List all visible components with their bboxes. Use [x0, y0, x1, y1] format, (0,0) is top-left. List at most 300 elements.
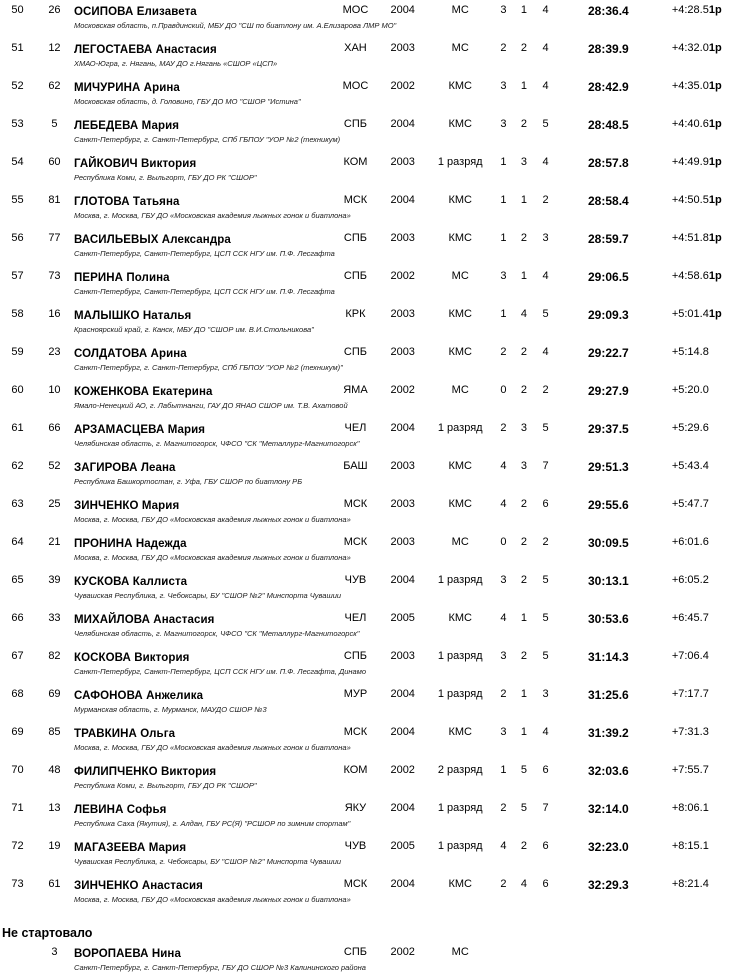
row-penalty-2: 1 — [520, 270, 527, 282]
row-place: 60 — [11, 384, 24, 396]
row-athlete-cell — [73, 384, 348, 422]
row-time-behind: +7:31.3 — [671, 726, 709, 738]
row-athlete-cell — [73, 118, 341, 156]
row-time-behind: +4:28.5 — [671, 4, 709, 16]
row-athlete-cell — [73, 194, 351, 232]
row-total-time: 28:58.4 — [588, 194, 629, 208]
row-region: МСК — [343, 194, 368, 206]
row-total-time: 31:25.6 — [588, 688, 629, 702]
row-bib: 26 — [48, 4, 61, 16]
row-athlete-cell — [74, 308, 333, 346]
row-bib: 66 — [48, 422, 61, 434]
row-region: МОС — [342, 80, 369, 92]
row-penalty-2: 2 — [520, 840, 527, 852]
row-penalty-2: 1 — [520, 80, 527, 92]
row-penalty-2: 3 — [520, 422, 527, 434]
row-bib: 21 — [48, 536, 61, 548]
row-rank-badge — [709, 422, 750, 460]
row-time-behind: +5:01.4 — [671, 308, 709, 320]
row-rank-badge — [709, 536, 750, 574]
row-place: 61 — [11, 422, 24, 434]
row-penalty-1: 2 — [500, 802, 507, 814]
row-penalty-2: 2 — [520, 346, 527, 358]
row-penalty-total: 5 — [542, 118, 549, 130]
row-time-behind: +5:20.0 — [671, 384, 709, 396]
row-rank: КМС — [448, 118, 472, 130]
row-time-behind: +8:06.1 — [671, 802, 709, 814]
row-region: ЧУВ — [344, 840, 367, 852]
row-penalty-1: 2 — [500, 688, 507, 700]
row-total-time — [557, 946, 629, 980]
row-athlete-club: Московская область, п.Правдинский, МБУ ДО "СШ по биатлону им. А.Елизарова ЛМР МО" — [73, 21, 397, 30]
row-rank: МС — [451, 536, 469, 548]
row-time-behind: +4:40.6 — [671, 118, 709, 130]
row-bib: 82 — [48, 650, 61, 662]
row-bib: 16 — [48, 308, 61, 320]
row-athlete-club: Республика Башкортостан, г. Уфа, ГБУ СШОР по биатлону РБ — [73, 477, 303, 486]
row-total-time: 28:39.9 — [588, 42, 629, 56]
table-row — [0, 726, 750, 764]
row-athlete-name: ТРАВКИНА Ольга — [73, 728, 176, 740]
row-athlete-name: ОСИПОВА Елизавета — [73, 6, 197, 18]
table-row — [0, 232, 750, 270]
row-rank: 1 разряд — [437, 802, 483, 814]
row-place: 54 — [11, 156, 24, 168]
row-penalty-total: 4 — [542, 42, 549, 54]
row-penalty-1: 0 — [500, 536, 507, 548]
row-time-behind: +5:14.8 — [671, 346, 709, 358]
row-rank: 2 разряд — [437, 764, 483, 776]
row-athlete-cell — [74, 270, 333, 308]
row-birth-year: 2004 — [390, 878, 415, 890]
row-time-behind: +8:21.4 — [671, 878, 709, 890]
row-bib: 69 — [48, 688, 61, 700]
row-athlete-club: Санкт-Петербург, г. Санкт-Петербург, СПб ГБПОУ "УОР №2 (техникум)" — [73, 363, 343, 372]
table-row — [0, 878, 750, 916]
row-penalty-2: 2 — [520, 650, 527, 662]
row-time-behind: +6:01.6 — [671, 536, 709, 548]
row-rank-badge: 1р — [708, 80, 722, 92]
row-rank: КМС — [448, 460, 472, 472]
row-athlete-cell — [73, 802, 351, 840]
row-region: ЯКУ — [344, 802, 367, 814]
row-birth-year: 2002 — [390, 946, 415, 958]
row-penalty-1: 3 — [500, 726, 507, 738]
dns-table — [0, 946, 750, 980]
row-bib: 33 — [48, 612, 61, 624]
row-rank-badge: 1р — [708, 42, 722, 54]
row-athlete-club: Чувашская Республика, г. Чебоксары, БУ "СШОР №2" Минспорта Чувашии — [73, 591, 342, 600]
row-birth-year: 2003 — [390, 232, 415, 244]
row-rank-badge: 1р — [708, 270, 722, 282]
row-region: ХАН — [344, 42, 367, 54]
row-rank-badge — [709, 946, 750, 980]
row-birth-year: 2004 — [390, 802, 415, 814]
row-penalty-2: 1 — [520, 4, 527, 16]
row-rank-badge — [709, 346, 750, 384]
row-place: 67 — [11, 650, 24, 662]
row-place: 68 — [11, 688, 24, 700]
row-athlete-club: ХМАО-Югра, г. Нягань, МАУ ДО г.Нягань «СШОР «ЦСП» — [73, 59, 278, 68]
row-penalty-2: 1 — [520, 688, 527, 700]
row-rank: МС — [451, 270, 469, 282]
row-birth-year: 2005 — [390, 612, 415, 624]
row-place: 57 — [11, 270, 24, 282]
row-athlete-name: КУСКОВА Каллиста — [73, 576, 188, 588]
table-row — [0, 194, 750, 232]
row-rank-badge — [709, 574, 750, 612]
row-bib: 23 — [48, 346, 61, 358]
row-bib: 60 — [48, 156, 61, 168]
row-place: 62 — [11, 460, 24, 472]
row-bib: 19 — [48, 840, 61, 852]
row-total-time: 28:36.4 — [588, 4, 629, 18]
row-rank: КМС — [448, 612, 472, 624]
row-rank: КМС — [448, 232, 472, 244]
row-place: 50 — [11, 4, 24, 16]
row-penalty-2: 2 — [520, 42, 527, 54]
row-penalty-1: 4 — [500, 840, 507, 852]
row-bib: 81 — [48, 194, 61, 206]
row-rank-badge — [709, 764, 750, 802]
row-penalty-total: 5 — [542, 574, 549, 586]
row-rank-badge — [709, 726, 750, 764]
row-region: МУР — [343, 688, 368, 700]
row-time-behind: +5:43.4 — [671, 460, 709, 472]
row-penalty-total: 6 — [542, 764, 549, 776]
row-time-behind: +6:05.2 — [671, 574, 709, 586]
row-total-time: 29:09.3 — [588, 308, 629, 322]
row-rank-badge — [709, 878, 750, 916]
row-athlete-club: Москва, г. Москва, ГБУ ДО «Московская академия лыжных гонок и биатлона» — [73, 895, 351, 904]
row-athlete-cell — [74, 80, 333, 118]
row-place: 53 — [11, 118, 24, 130]
row-athlete-name: ЛЕВИНА Софья — [73, 804, 167, 816]
row-penalty-total: 4 — [542, 726, 549, 738]
row-penalty-total: 6 — [542, 840, 549, 852]
row-rank: МС — [451, 946, 469, 958]
row-athlete-club: Ямало-Ненецкий АО, г. Лабытнанги, ГАУ ДО ЯНАО СШОР им. Т.В. Ахатовой — [73, 401, 348, 410]
row-total-time: 32:14.0 — [588, 802, 629, 816]
row-birth-year: 2003 — [390, 650, 415, 662]
table-row — [0, 802, 750, 840]
row-total-time: 32:03.6 — [588, 764, 629, 778]
row-birth-year: 2003 — [390, 308, 415, 320]
row-region: СПБ — [343, 232, 367, 244]
row-total-time: 29:51.3 — [588, 460, 629, 474]
row-birth-year: 2002 — [390, 270, 415, 282]
row-place: 69 — [11, 726, 24, 738]
row-bib: 48 — [48, 764, 61, 776]
row-region: КРК — [345, 308, 366, 320]
row-time-behind: +5:47.7 — [671, 498, 709, 510]
row-athlete-name: САФОНОВА Анжелика — [73, 690, 204, 702]
row-region: СПБ — [343, 270, 367, 282]
row-athlete-cell — [73, 346, 343, 384]
row-penalty-2: 2 — [520, 384, 527, 396]
row-rank: КМС — [448, 308, 472, 320]
dns-table-body — [0, 946, 750, 980]
row-athlete-name: ВАСИЛЬЕВЫХ Александра — [73, 234, 231, 246]
row-rank-badge — [709, 384, 750, 422]
row-total-time: 31:39.2 — [588, 726, 629, 740]
row-penalty-total: 3 — [542, 232, 549, 244]
row-athlete-club: Санкт-Петербург, Санкт-Петербург, ЦСП ССК НГУ им. П.Ф. Лесгафта — [73, 287, 335, 296]
row-region: БАШ — [343, 460, 368, 472]
row-place: 66 — [11, 612, 24, 624]
row-athlete-club: Москва, г. Москва, ГБУ ДО «Московская академия лыжных гонок и биатлона» — [73, 211, 351, 220]
row-athlete-name: ГЛОТОВА Татьяна — [73, 196, 180, 208]
row-athlete-cell — [74, 460, 333, 498]
row-penalty-total — [534, 946, 557, 980]
row-athlete-name: ФИЛИПЧЕНКО Виктория — [73, 766, 217, 778]
row-birth-year: 2004 — [390, 574, 415, 586]
row-penalty-total: 5 — [542, 308, 549, 320]
row-athlete-name: МИХАЙЛОВА Анастасия — [73, 614, 215, 626]
row-total-time: 30:13.1 — [588, 574, 629, 588]
row-total-time: 30:09.5 — [588, 536, 629, 550]
results-table-body — [0, 4, 750, 916]
row-athlete-cell — [73, 422, 360, 460]
row-athlete-name: ЛЕГОСТАЕВА Анастасия — [73, 44, 217, 56]
row-athlete-club: Санкт-Петербург, г. Санкт-Петербург, СПб ГБПОУ "УОР №2 (техникум) — [73, 135, 341, 144]
row-region: ЧУВ — [344, 574, 367, 586]
table-row — [0, 498, 750, 536]
row-penalty-1: 3 — [500, 270, 507, 282]
row-region: СПБ — [343, 346, 367, 358]
row-region: МСК — [343, 498, 368, 510]
row-total-time: 32:23.0 — [588, 840, 629, 854]
row-penalty-1: 3 — [500, 80, 507, 92]
row-penalty-2 — [514, 946, 535, 980]
row-penalty-1 — [493, 946, 514, 980]
row-bib: 12 — [48, 42, 61, 54]
row-penalty-2: 1 — [520, 612, 527, 624]
row-penalty-1: 1 — [500, 308, 507, 320]
row-bib: 62 — [48, 80, 61, 92]
row-total-time: 32:29.3 — [588, 878, 629, 892]
row-athlete-club: Санкт-Петербург, Санкт-Петербург, ЦСП ССК НГУ им. П.Ф. Лесгафта, Динамо — [73, 667, 367, 676]
row-penalty-1: 4 — [500, 498, 507, 510]
row-time-behind: +7:55.7 — [671, 764, 709, 776]
row-athlete-cell — [74, 764, 333, 802]
results-table — [0, 4, 750, 916]
row-athlete-name: ВОРОПАЕВА Нина — [73, 948, 181, 960]
row-athlete-cell — [73, 840, 342, 878]
row-region: СПБ — [343, 650, 367, 662]
row-region: ЯМА — [343, 384, 368, 396]
row-region: СПБ — [343, 118, 367, 130]
row-bib: 13 — [48, 802, 61, 814]
row-bib: 10 — [48, 384, 61, 396]
row-penalty-1: 2 — [500, 346, 507, 358]
table-row — [0, 118, 750, 156]
row-region: МОС — [342, 4, 369, 16]
row-athlete-club: Республика Саха (Якутия), г. Алдан, ГБУ РС(Я) "РСШОР по зимним спортам" — [73, 819, 351, 828]
row-rank: 1 разряд — [437, 156, 483, 168]
row-total-time: 30:53.6 — [588, 612, 629, 626]
row-rank: МС — [451, 42, 469, 54]
row-penalty-1: 2 — [500, 42, 507, 54]
row-region: КОМ — [343, 156, 368, 168]
table-row — [0, 688, 750, 726]
row-athlete-name: МАЛЫШКО Наталья — [73, 310, 192, 322]
table-row — [0, 80, 750, 118]
row-athlete-cell — [73, 878, 351, 916]
row-penalty-2: 2 — [520, 574, 527, 586]
row-athlete-cell — [73, 498, 351, 536]
row-place: 55 — [11, 194, 24, 206]
row-time-behind: +8:15.1 — [671, 840, 709, 852]
row-region: ЧЕЛ — [344, 422, 367, 434]
row-athlete-club: Мурманская область, г. Мурманск, МАУДО СШОР №3 — [73, 705, 267, 714]
row-penalty-total: 2 — [542, 536, 549, 548]
row-penalty-total: 6 — [542, 878, 549, 890]
row-athlete-club: Республика Коми, г. Выльгорт, ГБУ ДО РК "СШОР" — [73, 173, 257, 182]
row-place: 70 — [11, 764, 24, 776]
row-athlete-club: Республика Коми, г. Выльгорт, ГБУ ДО РК "СШОР" — [73, 781, 257, 790]
row-penalty-1: 3 — [500, 4, 507, 16]
table-row — [0, 308, 750, 346]
row-rank: КМС — [448, 498, 472, 510]
table-row — [0, 422, 750, 460]
row-place: 64 — [11, 536, 24, 548]
row-bib: 25 — [48, 498, 61, 510]
row-bib: 5 — [51, 118, 58, 130]
row-athlete-name: КОСКОВА Виктория — [73, 652, 190, 664]
row-athlete-name: МАГАЗЕЕВА Мария — [73, 842, 187, 854]
table-row — [0, 840, 750, 878]
row-total-time: 29:27.9 — [588, 384, 629, 398]
row-place: 71 — [11, 802, 24, 814]
row-athlete-cell — [73, 4, 397, 42]
row-athlete-club: Москва, г. Москва, ГБУ ДО «Московская академия лыжных гонок и биатлона» — [73, 553, 351, 562]
row-athlete-name: ЛЕБЕДЕВА Мария — [73, 120, 180, 132]
row-penalty-1: 3 — [500, 574, 507, 586]
row-penalty-total: 5 — [542, 422, 549, 434]
row-athlete-cell — [74, 42, 333, 80]
row-penalty-2: 1 — [520, 194, 527, 206]
row-birth-year: 2002 — [390, 384, 415, 396]
row-birth-year: 2003 — [390, 156, 415, 168]
row-birth-year: 2003 — [390, 346, 415, 358]
row-time-behind: +4:58.6 — [671, 270, 709, 282]
row-bib: 52 — [48, 460, 61, 472]
row-athlete-cell — [73, 612, 360, 650]
row-athlete-name: КОЖЕНКОВА Екатерина — [73, 386, 213, 398]
row-penalty-total: 2 — [542, 384, 549, 396]
row-rank-badge — [709, 612, 750, 650]
row-total-time: 28:42.9 — [588, 80, 629, 94]
table-row — [0, 156, 750, 194]
row-rank: МС — [451, 4, 469, 16]
row-time-behind: +4:50.5 — [671, 194, 709, 206]
row-birth-year: 2004 — [390, 688, 415, 700]
row-rank-badge — [709, 688, 750, 726]
row-region: МСК — [343, 726, 368, 738]
row-penalty-total: 4 — [542, 4, 549, 16]
row-athlete-cell — [74, 688, 333, 726]
row-region: СПБ — [343, 946, 367, 958]
row-athlete-club: Московская область, д. Головино, ГБУ ДО МО "СШОР "Истина" — [73, 97, 301, 106]
row-time-behind: +4:32.0 — [671, 42, 709, 54]
row-place — [0, 946, 35, 980]
row-region: МСК — [343, 536, 368, 548]
row-total-time: 29:55.6 — [588, 498, 629, 512]
row-birth-year: 2003 — [390, 498, 415, 510]
row-penalty-1: 1 — [500, 156, 507, 168]
row-time-behind: +7:06.4 — [671, 650, 709, 662]
row-place: 58 — [11, 308, 24, 320]
row-athlete-cell — [73, 574, 342, 612]
row-place: 73 — [11, 878, 24, 890]
row-penalty-1: 1 — [500, 194, 507, 206]
row-total-time: 28:59.7 — [588, 232, 629, 246]
row-athlete-club: Санкт-Петербург, Санкт-Петербург, ЦСП ССК НГУ им. П.Ф. Лесгафта — [73, 249, 335, 258]
row-place: 56 — [11, 232, 24, 244]
row-athlete-club: Чувашская Республика, г. Чебоксары, БУ "СШОР №2" Минспорта Чувашии — [73, 857, 342, 866]
row-athlete-name: ЗИНЧЕНКО Мария — [73, 500, 180, 512]
table-row — [0, 650, 750, 688]
row-penalty-1: 0 — [500, 384, 507, 396]
row-penalty-total: 5 — [542, 650, 549, 662]
table-row — [0, 612, 750, 650]
row-bib: 77 — [48, 232, 61, 244]
row-rank: КМС — [448, 194, 472, 206]
row-rank: КМС — [448, 878, 472, 890]
row-athlete-name: МИЧУРИНА Арина — [73, 82, 180, 94]
row-penalty-total: 3 — [542, 688, 549, 700]
row-penalty-1: 2 — [500, 878, 507, 890]
row-place: 51 — [11, 42, 24, 54]
row-rank: 1 разряд — [437, 650, 483, 662]
row-rank-badge: 1р — [708, 156, 722, 168]
row-birth-year: 2002 — [390, 764, 415, 776]
row-penalty-2: 1 — [520, 726, 527, 738]
row-birth-year: 2002 — [390, 80, 415, 92]
row-penalty-2: 2 — [520, 498, 527, 510]
row-penalty-total: 7 — [542, 460, 549, 472]
row-rank-badge — [709, 802, 750, 840]
row-time-behind: +4:35.0 — [671, 80, 709, 92]
row-athlete-club: Санкт-Петербург, г. Санкт-Петербург, ГБУ ДО СШОР №3 Калининского района — [73, 963, 366, 972]
row-athlete-name: ПЕРИНА Полина — [73, 272, 170, 284]
row-rank: КМС — [448, 80, 472, 92]
row-athlete-cell — [74, 232, 333, 270]
row-rank-badge — [709, 460, 750, 498]
row-penalty-2: 3 — [520, 460, 527, 472]
row-penalty-total: 4 — [542, 156, 549, 168]
table-row — [0, 946, 750, 980]
row-rank: 1 разряд — [437, 422, 483, 434]
row-birth-year: 2004 — [390, 4, 415, 16]
row-total-time: 29:06.5 — [588, 270, 629, 284]
row-total-time: 29:22.7 — [588, 346, 629, 360]
row-penalty-1: 3 — [500, 118, 507, 130]
row-athlete-club: Москва, г. Москва, ГБУ ДО «Московская академия лыжных гонок и биатлона» — [73, 743, 351, 752]
table-row — [0, 42, 750, 80]
row-total-time: 31:14.3 — [588, 650, 629, 664]
row-bib: 39 — [48, 574, 61, 586]
row-bib: 85 — [48, 726, 61, 738]
table-row — [0, 574, 750, 612]
row-penalty-2: 2 — [520, 118, 527, 130]
row-athlete-club: Москва, г. Москва, ГБУ ДО «Московская академия лыжных гонок и биатлона» — [73, 515, 351, 524]
row-place: 72 — [11, 840, 24, 852]
row-birth-year: 2004 — [390, 118, 415, 130]
row-penalty-1: 4 — [500, 612, 507, 624]
row-birth-year: 2003 — [390, 42, 415, 54]
